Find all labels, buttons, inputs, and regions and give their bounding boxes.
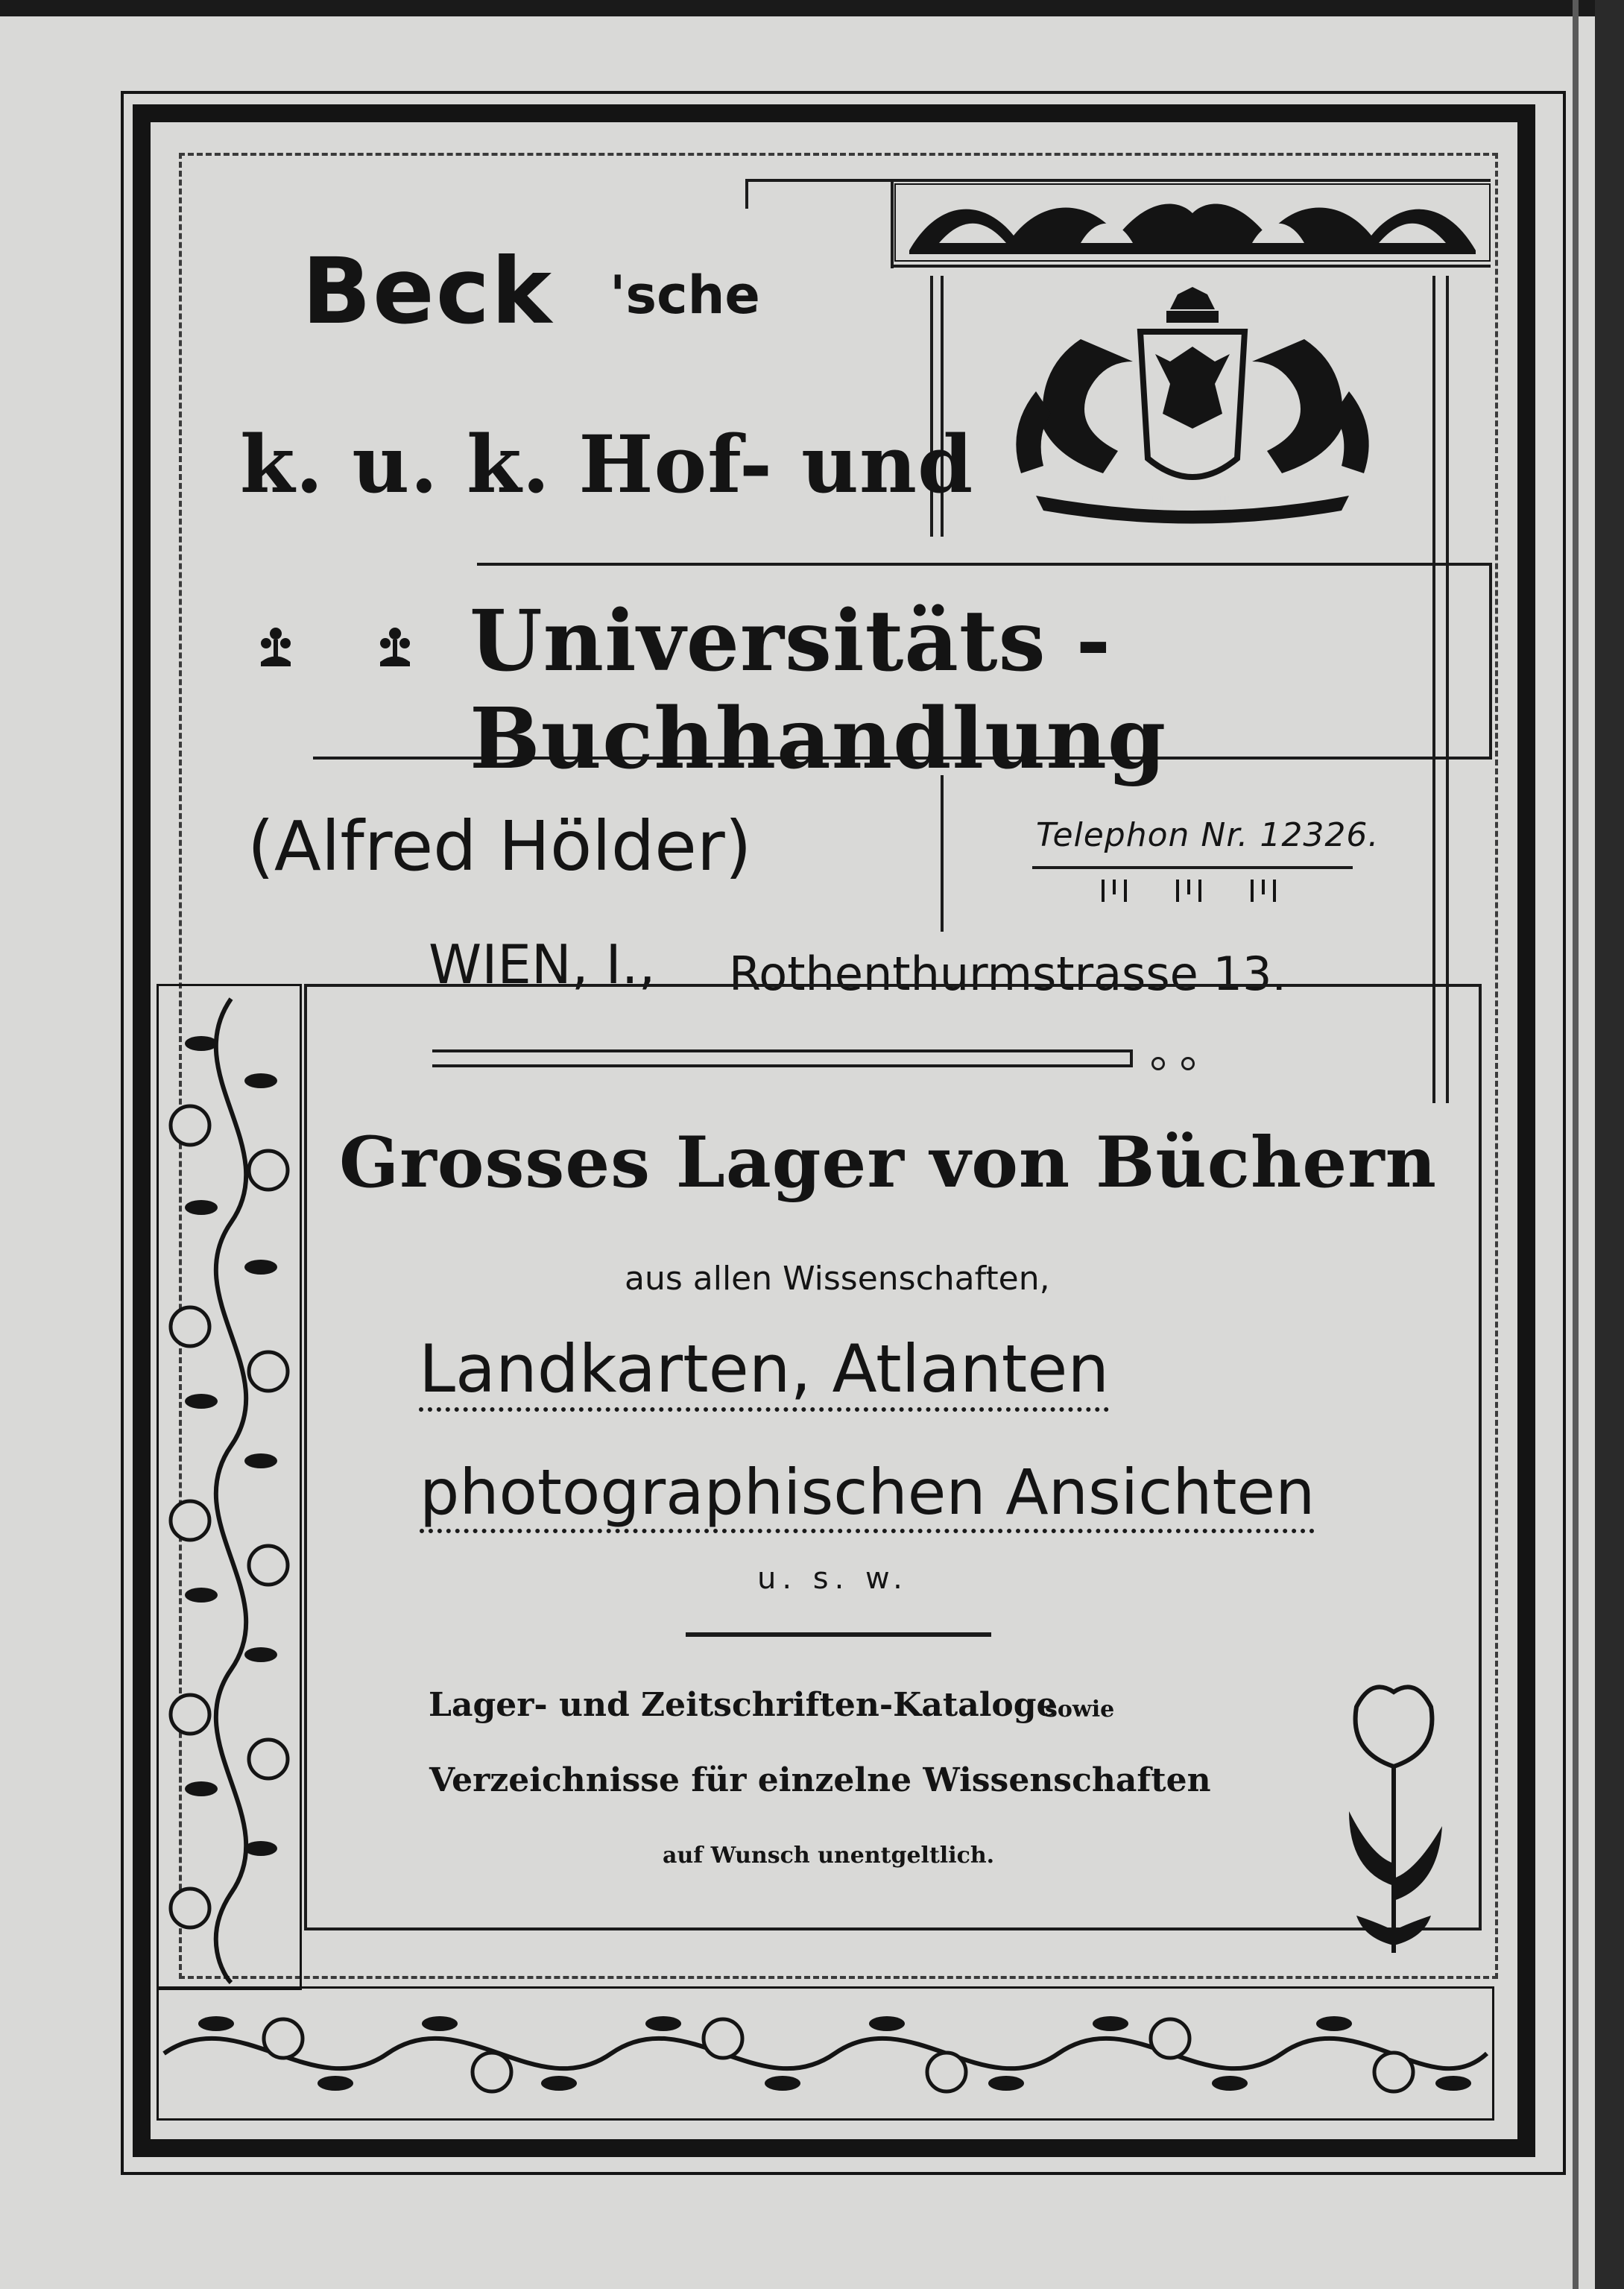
floral-fleuron-icon bbox=[257, 625, 294, 669]
court-title: k. u. k. Hof- und bbox=[240, 417, 974, 511]
scan-edge-top bbox=[0, 0, 1624, 16]
bookshop-title: Universitäts - Buchhandlung bbox=[470, 593, 1167, 788]
ornament-line bbox=[745, 179, 894, 182]
etc-line: u. s. w. bbox=[757, 1562, 909, 1596]
catalog-line-3: auf Wunsch unentgeltlich. bbox=[663, 1843, 995, 1869]
crest-box-bottom-line bbox=[891, 265, 1491, 268]
telephone-underline bbox=[1032, 866, 1353, 869]
scan-edge-right-inner bbox=[1573, 0, 1579, 2289]
svg-text:VIRIBUS UNITIS: VIRIBUS UNITIS bbox=[1134, 493, 1251, 509]
catalog-line-1-suffix: sowie bbox=[1045, 1696, 1115, 1723]
subline: aus allen Wissenschaften, bbox=[625, 1260, 1050, 1298]
headline: Grosses Lager von Büchern bbox=[339, 1122, 1438, 1204]
telephone-ornament bbox=[1096, 872, 1304, 909]
catalog-line-1: Lager- und Zeitschriften-Kataloge bbox=[429, 1686, 1058, 1724]
maps-line: Landkarten, Atlanten bbox=[419, 1330, 1109, 1412]
coat-of-arms-icon bbox=[991, 280, 1394, 537]
mid-vertical-rule bbox=[941, 775, 944, 932]
photos-line: photographischen Ansichten bbox=[420, 1456, 1315, 1533]
floral-vine-border-left bbox=[157, 984, 302, 1990]
owner-name: (Alfred Hölder) bbox=[247, 806, 752, 886]
telephone-number: Telephon Nr. 12326. bbox=[1036, 816, 1380, 854]
catalog-line-2: Verzeichnisse für einzelne Wissenschaften bbox=[429, 1761, 1211, 1799]
address-city: WIEN, I., bbox=[429, 933, 656, 996]
floral-fleuron-icon bbox=[376, 625, 414, 669]
ornament-line bbox=[745, 179, 748, 209]
firm-name-main: Beck bbox=[302, 239, 554, 344]
wavy-divider bbox=[686, 1632, 991, 1637]
tulip-flower-icon bbox=[1319, 1662, 1468, 1960]
crest-box-left bbox=[891, 179, 894, 268]
ornament-band bbox=[894, 183, 1491, 262]
address-street: Rothenthurmstrasse 13. bbox=[729, 947, 1287, 1001]
crest-box-top bbox=[891, 179, 1491, 182]
floral-vine-border-bottom bbox=[157, 1986, 1494, 2121]
firm-name-suffix: 'sche bbox=[610, 265, 760, 326]
univ-box-top bbox=[477, 563, 1492, 566]
scan-edge-right bbox=[1595, 0, 1624, 2289]
